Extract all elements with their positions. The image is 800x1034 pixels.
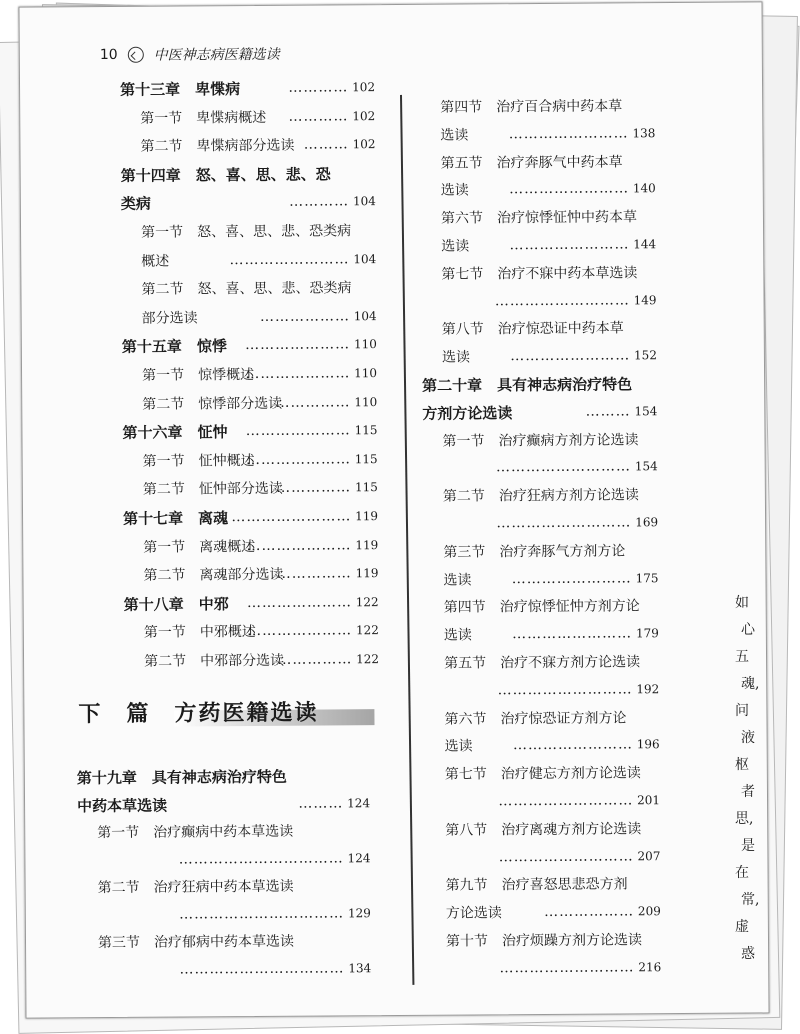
- toc-entry: [120, 78, 240, 100]
- section-title: 部分选读: [141, 310, 198, 327]
- leader-dots: …………………: [246, 594, 352, 611]
- leader-dots: ………………: [544, 903, 635, 921]
- toc-entry: [140, 135, 294, 156]
- leader-dots: ……………………: [510, 347, 631, 365]
- toc-leader: [229, 251, 376, 268]
- section-title: 第二节 怒、喜、思、悲、恐类病: [141, 280, 352, 298]
- toc-entry: [441, 262, 637, 283]
- section-title: 第二节 惊悸部分选读: [142, 395, 283, 413]
- toc-entry: [142, 392, 282, 413]
- section-title: 第四节 治疗惊悸怔忡方剂方论: [443, 598, 640, 617]
- toc-leader: [496, 514, 658, 531]
- part-title: 下 篇 方药医籍选读: [78, 699, 319, 728]
- toc-leader: [498, 792, 660, 809]
- toc-entry: [444, 707, 626, 728]
- toc-entry: [441, 206, 637, 227]
- edge-char: 惑: [741, 946, 755, 962]
- chapter-title: 中药本草选读: [76, 796, 168, 815]
- page-header: [100, 44, 280, 65]
- toc-entry: [441, 151, 623, 172]
- page-ref: 119: [351, 537, 379, 552]
- section-title: 第一节 怒、喜、思、悲、恐类病: [141, 223, 352, 241]
- book-page: [18, 1, 769, 1018]
- toc-leader: [260, 308, 377, 325]
- section-title: 选读: [440, 182, 469, 200]
- leader-dots: ……………………: [512, 625, 633, 643]
- toc-leader: [288, 79, 375, 96]
- section-title: 第八节 治疗离魂方剂方论选读: [445, 821, 642, 839]
- section-title: 第一节 中邪概述: [143, 624, 256, 642]
- page-ref: 102: [348, 137, 376, 152]
- toc-entry: [440, 124, 468, 144]
- edge-char: 思,: [735, 811, 754, 827]
- toc-entry: [98, 931, 294, 952]
- toc-leader: [231, 508, 378, 525]
- edge-char: 如: [735, 595, 749, 611]
- section-title: 第六节 治疗惊悸怔忡中药本草: [440, 209, 638, 227]
- toc-entry: [446, 929, 642, 950]
- leader-dots: …………: [288, 107, 349, 125]
- page-ref: 138: [628, 125, 656, 141]
- toc-leader: [544, 903, 661, 920]
- toc-leader: [179, 850, 371, 867]
- edge-char: 在: [735, 865, 749, 881]
- leader-dots: ………………………: [496, 514, 632, 532]
- section-title: 第二节 怔忡部分选读: [142, 481, 283, 499]
- toc-leader: [245, 365, 377, 382]
- toc-leader: [509, 181, 656, 198]
- toc-entry: [144, 621, 256, 642]
- toc-entry: [422, 373, 632, 395]
- leader-dots: …………: [288, 79, 349, 96]
- leader-dots: ……………………: [509, 236, 630, 254]
- leader-dots: …………………: [245, 422, 351, 440]
- section-title: 第一节 惊悸概述: [142, 366, 255, 384]
- page-ref: 192: [632, 681, 660, 697]
- toc-leader: [276, 480, 378, 497]
- page-ref: 115: [350, 423, 378, 438]
- section-title: 第七节 治疗健忘方剂方论选读: [444, 765, 641, 783]
- page-ref: 207: [633, 848, 661, 863]
- page-ref: 110: [350, 366, 378, 381]
- edge-char: 心: [741, 622, 755, 638]
- section-title: 选读: [443, 627, 472, 644]
- toc-leader: [495, 292, 657, 309]
- page-ref: 179: [632, 626, 659, 641]
- page-ref: 201: [633, 793, 661, 808]
- toc-entry: [141, 277, 351, 298]
- page-ref: 124: [343, 795, 371, 810]
- toc-entry: [443, 484, 639, 505]
- page-ref: 134: [344, 960, 372, 975]
- page-ref: 124: [343, 850, 371, 865]
- chapter-title: 类病: [120, 195, 151, 214]
- leader-dots: ……………: [277, 651, 353, 668]
- book-title: 中医神志病医籍选读: [153, 46, 280, 64]
- column-divider: [400, 95, 414, 985]
- leader-dots: ………………………: [499, 959, 635, 977]
- page-ref: 122: [352, 652, 380, 667]
- chapter-title: 方剂方论选读: [422, 403, 513, 423]
- toc-leader: [586, 403, 658, 420]
- toc-entry: [142, 307, 198, 327]
- toc-leader: [513, 737, 660, 754]
- leader-dots: ………: [303, 136, 349, 153]
- section-title: 方论选读: [445, 905, 502, 922]
- page-ref: 149: [629, 292, 657, 307]
- toc-entry: [442, 347, 470, 367]
- toc-entry: [445, 762, 641, 783]
- toc-leader: [509, 125, 656, 142]
- page-ref: 129: [344, 905, 371, 920]
- section-title: 第六节 治疗惊恐证方剂方论: [444, 709, 627, 728]
- section-title: 第二节 治疗狂病方剂方论选读: [442, 487, 639, 505]
- toc-leader: [289, 194, 376, 211]
- toc-entry: [444, 625, 472, 645]
- leader-dots: ………: [585, 403, 631, 420]
- edge-char: 常,: [741, 892, 760, 908]
- chapter-title: 第十八章 中邪: [123, 594, 229, 614]
- section-title: 第九节 治疗喜怒思悲恐方剂: [445, 876, 628, 895]
- chapter-title: 第十七章 离魂: [122, 509, 229, 528]
- toc-leader: [499, 959, 661, 976]
- page-ref: 119: [351, 566, 379, 581]
- page-ref: 154: [630, 459, 658, 474]
- page-ref: 110: [350, 394, 378, 409]
- page-ref: 169: [631, 515, 659, 530]
- toc-entry: [143, 478, 283, 499]
- leader-dots: …………………: [245, 451, 351, 468]
- chapter-title: 第十五章 惊悸: [121, 337, 227, 357]
- toc-leader: [277, 565, 379, 582]
- toc-entry: [441, 235, 469, 255]
- edge-char: 者: [741, 784, 755, 800]
- leader-dots: ……………: [276, 565, 352, 583]
- toc-entry: [440, 95, 622, 116]
- toc-entry: [442, 429, 638, 450]
- leader-dots: ………………………: [498, 792, 634, 810]
- page-ref: 144: [629, 237, 657, 252]
- toc-leader: [246, 422, 378, 439]
- page-ref: 216: [634, 959, 662, 975]
- edge-char: 液: [741, 730, 755, 746]
- section-title: 第一节 治疗癫病方剂方论选读: [442, 431, 639, 450]
- leader-dots: ………………………: [498, 847, 634, 865]
- toc-leader: [179, 905, 371, 922]
- section-title: 选读: [441, 349, 470, 366]
- toc-leader: [509, 236, 656, 253]
- section-title: 选读: [444, 738, 473, 756]
- section-title: 第四节 治疗百合病中药本草: [440, 98, 623, 116]
- toc-leader: [246, 537, 378, 554]
- section-title: 第五节 治疗不寐方剂方论选读: [444, 654, 641, 672]
- toc-entry: [446, 874, 628, 895]
- toc-entry: [122, 421, 227, 443]
- leader-dots: …………………: [245, 365, 351, 383]
- toc-entry: [141, 250, 169, 270]
- toc-leader: [288, 108, 375, 125]
- toc-leader: [304, 136, 376, 153]
- page-ref: 104: [349, 308, 377, 324]
- toc-leader: [497, 681, 659, 698]
- toc-entry: [144, 650, 284, 671]
- toc-leader: [510, 347, 657, 364]
- toc-entry: [98, 876, 294, 897]
- section-title: 第一节 治疗癫病中药本草选读: [97, 823, 294, 842]
- section-title: 第二节 治疗狂病中药本草选读: [97, 878, 294, 897]
- toc-leader: [246, 451, 378, 468]
- leader-dots: ………………………: [495, 458, 632, 476]
- section-title: 第一节 卑惵病概述: [140, 109, 267, 127]
- edge-char: 问: [735, 703, 749, 719]
- page-number: 10: [99, 46, 118, 64]
- page-ref: 104: [349, 251, 377, 266]
- toc-entry: [97, 821, 293, 842]
- chapter-title: 第十三章 卑惵病: [119, 80, 241, 99]
- leader-dots: ………………: [259, 308, 350, 325]
- page-ref: 115: [350, 451, 378, 467]
- toc-leader: [247, 594, 379, 611]
- edge-char: 魂,: [741, 676, 760, 692]
- toc-entry: [445, 736, 473, 756]
- toc-entry: [446, 902, 502, 922]
- edge-char: 五: [735, 649, 749, 665]
- chapter-title: 第十六章 怔忡: [122, 423, 228, 443]
- toc-leader: [245, 337, 377, 354]
- page-ref: 175: [631, 570, 659, 585]
- toc-entry: [121, 193, 151, 214]
- page-ref: 122: [351, 594, 379, 610]
- page-ref: 209: [634, 904, 661, 919]
- leader-dots: ……………………: [508, 180, 630, 198]
- toc-entry: [143, 536, 255, 557]
- section-title: 选读: [440, 127, 469, 144]
- chapter-title: 第十四章 怒、喜、思、悲、恐: [120, 165, 331, 185]
- section-title: 第八节 治疗惊恐证中药本草: [441, 320, 624, 339]
- section-title: 第七节 治疗不寐中药本草选读: [441, 265, 638, 283]
- leader-dots: …………………: [247, 622, 353, 640]
- leader-dots: …………………: [246, 536, 352, 554]
- page-ref: 154: [630, 403, 658, 419]
- section-title: 第二节 中邪部分选读: [143, 652, 285, 670]
- section-title: 第三节 治疗奔豚气方剂方论: [443, 543, 626, 561]
- leader-dots: ……………………: [229, 250, 350, 268]
- leader-dots: ……………………………: [179, 959, 345, 978]
- section-title: 第五节 治疗奔豚气中药本草: [440, 153, 623, 172]
- toc-leader: [298, 795, 370, 812]
- page-ref: 104: [349, 194, 376, 209]
- leader-dots: ……………………: [508, 125, 629, 142]
- section-title: 第一节 怔忡概述: [142, 452, 255, 470]
- back-arrow-icon: [128, 47, 144, 63]
- page-ref: 102: [348, 108, 376, 123]
- toc-entry: [122, 336, 227, 358]
- toc-entry: [422, 402, 512, 424]
- leader-dots: …………………: [245, 336, 351, 354]
- toc-entry: [121, 163, 331, 185]
- toc-entry: [77, 794, 167, 816]
- chapter-title: 第十九章 具有神志病治疗特色: [76, 767, 287, 788]
- leader-dots: ……………………: [512, 736, 633, 754]
- section-title: 第三节 治疗郁病中药本草选读: [97, 933, 295, 952]
- toc-entry: [140, 106, 266, 127]
- toc-entry: [445, 818, 641, 839]
- toc-leader: [247, 622, 379, 639]
- toc-leader: [277, 651, 379, 668]
- section-title: 选读: [443, 572, 472, 589]
- toc-leader: [512, 570, 659, 587]
- toc-entry: [123, 507, 228, 529]
- edge-char: 是: [741, 838, 755, 854]
- leader-dots: ……………: [275, 393, 351, 411]
- toc-entry: [142, 364, 254, 385]
- leader-dots: ………: [298, 794, 344, 812]
- leader-dots: ………………………: [497, 681, 633, 699]
- leader-dots: ………………………: [494, 291, 630, 309]
- section-title: 第一节 离魂概述: [143, 538, 256, 556]
- toc-entry: [143, 564, 283, 585]
- toc-leader: [496, 459, 658, 476]
- edge-char: 枢: [735, 757, 749, 773]
- toc-leader: [179, 960, 371, 977]
- toc-entry: [443, 540, 625, 561]
- toc-leader: [499, 848, 661, 865]
- page-ref: 110: [350, 337, 377, 352]
- chapter-title: 第二十章 具有神志病治疗特色: [422, 375, 633, 395]
- toc-entry: [124, 593, 229, 615]
- section-title: 概述: [141, 253, 170, 270]
- section-title: 第二节 离魂部分选读: [143, 566, 284, 584]
- leader-dots: ……………………………: [178, 849, 344, 868]
- page-ref: 152: [630, 348, 657, 363]
- toc-entry: [444, 651, 640, 672]
- page-ref: 119: [351, 509, 379, 524]
- leader-dots: ……………………………: [179, 904, 345, 923]
- section-title: 第十节 治疗烦躁方剂方论选读: [445, 932, 643, 950]
- toc-entry: [441, 180, 469, 200]
- page-ref: 102: [348, 80, 376, 95]
- toc-entry: [444, 596, 640, 617]
- page-ref: 122: [352, 623, 379, 638]
- section-title: 选读: [441, 238, 470, 255]
- toc-entry: [443, 569, 471, 589]
- leader-dots: …………: [289, 193, 350, 211]
- edge-char: 虚: [735, 919, 749, 935]
- page-ref: 115: [351, 480, 378, 495]
- toc-entry: [141, 220, 351, 241]
- page-ref: 196: [632, 737, 660, 752]
- leader-dots: ……………………: [231, 508, 352, 526]
- page-ref: 140: [628, 181, 656, 196]
- toc-leader: [275, 394, 377, 411]
- toc-leader: [512, 625, 659, 642]
- leader-dots: ……………………: [511, 569, 632, 587]
- toc-entry: [77, 766, 287, 788]
- toc-entry: [442, 318, 624, 339]
- toc-entry: [143, 450, 255, 471]
- leader-dots: ……………: [276, 479, 352, 497]
- section-title: 第二节 卑惵病部分选读: [140, 137, 295, 155]
